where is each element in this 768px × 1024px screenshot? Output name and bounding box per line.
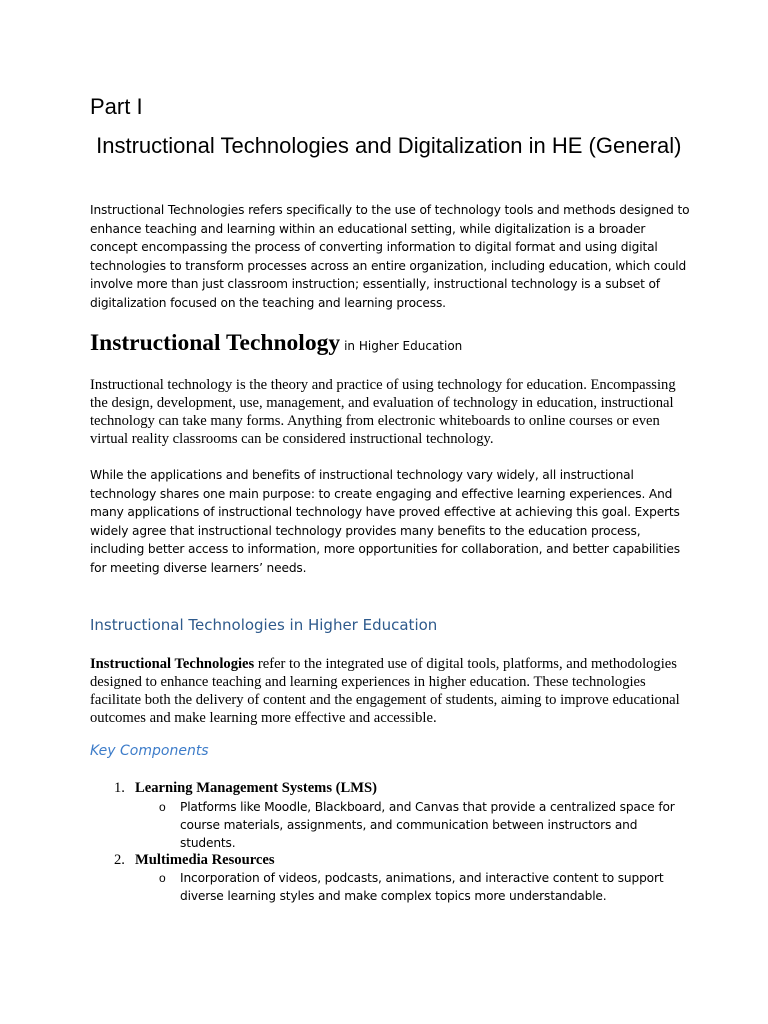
bullet-icon: o <box>159 871 166 885</box>
list-item-title: Learning Management Systems (LMS) <box>135 780 377 796</box>
list-item-detail: Platforms like Moodle, Blackboard, and Canvas that provide a centralized space for course materials, assignments, and communication between instructors and students. <box>180 800 675 850</box>
list-number: 2. <box>114 852 125 868</box>
heading-main-text: Instructional Technology <box>90 330 341 356</box>
it-paragraph-1: Instructional technology is the theory and practice of using technology for education. Encompassing the design, development, use, management, and evaluation of technology in education, instructional technology can take many forms. Anything from electronic whiteboards to online courses or even virtual reality classrooms can be considered instructional technology. <box>90 377 676 447</box>
part-title: Part I <box>90 94 143 119</box>
he-heading: Instructional Technologies in Higher Education <box>90 616 438 634</box>
it-paragraph-2: While the applications and benefits of instructional technology vary widely, all instructional technology shares one main purpose: to create engaging and effective learning experiences. And many applications of instructional technology have proved effective at achieving this goal. Experts widely agree that instructional technology provides many benefits to the education process, including better access to information, more opportunities for collaboration, and better capabilities for meeting diverse learners’ needs. <box>90 468 680 575</box>
intro-paragraph: Instructional Technologies refers specifically to the use of technology tools and methods designed to enhance teaching and learning within an educational setting, while digitalization is a broader concept encompassing the process of converting information to digital format and using digital technologies to transform processes across an entire organization, including education, which could involve more than just classroom instruction; essentially, instructional technology is a subset of digitalization focused on the teaching and learning process. <box>90 203 690 310</box>
list-number: 1. <box>114 780 125 796</box>
he-paragraph-rest: refer to the integrated use of digital tools, platforms, and methodologies designed to enhance teaching and learning experiences in higher education. These technologies facilitate both the delivery of content and the engagement of students, aiming to improve educational outcomes and make learning more effective and accessible. <box>90 656 680 726</box>
key-components-heading: Key Components <box>90 743 209 759</box>
he-bold-term: Instructional Technologies <box>90 656 255 672</box>
he-paragraph <box>90 655 690 727</box>
section-title: Instructional Technologies and Digitalization in HE (General) <box>90 133 682 158</box>
heading-suffix-text: in Higher Education <box>344 339 463 353</box>
list-item-detail: Incorporation of videos, podcasts, animations, and interactive content to support diverse learning styles and make complex topics more understandable. <box>180 871 664 903</box>
instructional-technology-heading <box>90 330 462 357</box>
list-item-title: Multimedia Resources <box>135 852 275 868</box>
bullet-icon: o <box>159 800 166 814</box>
